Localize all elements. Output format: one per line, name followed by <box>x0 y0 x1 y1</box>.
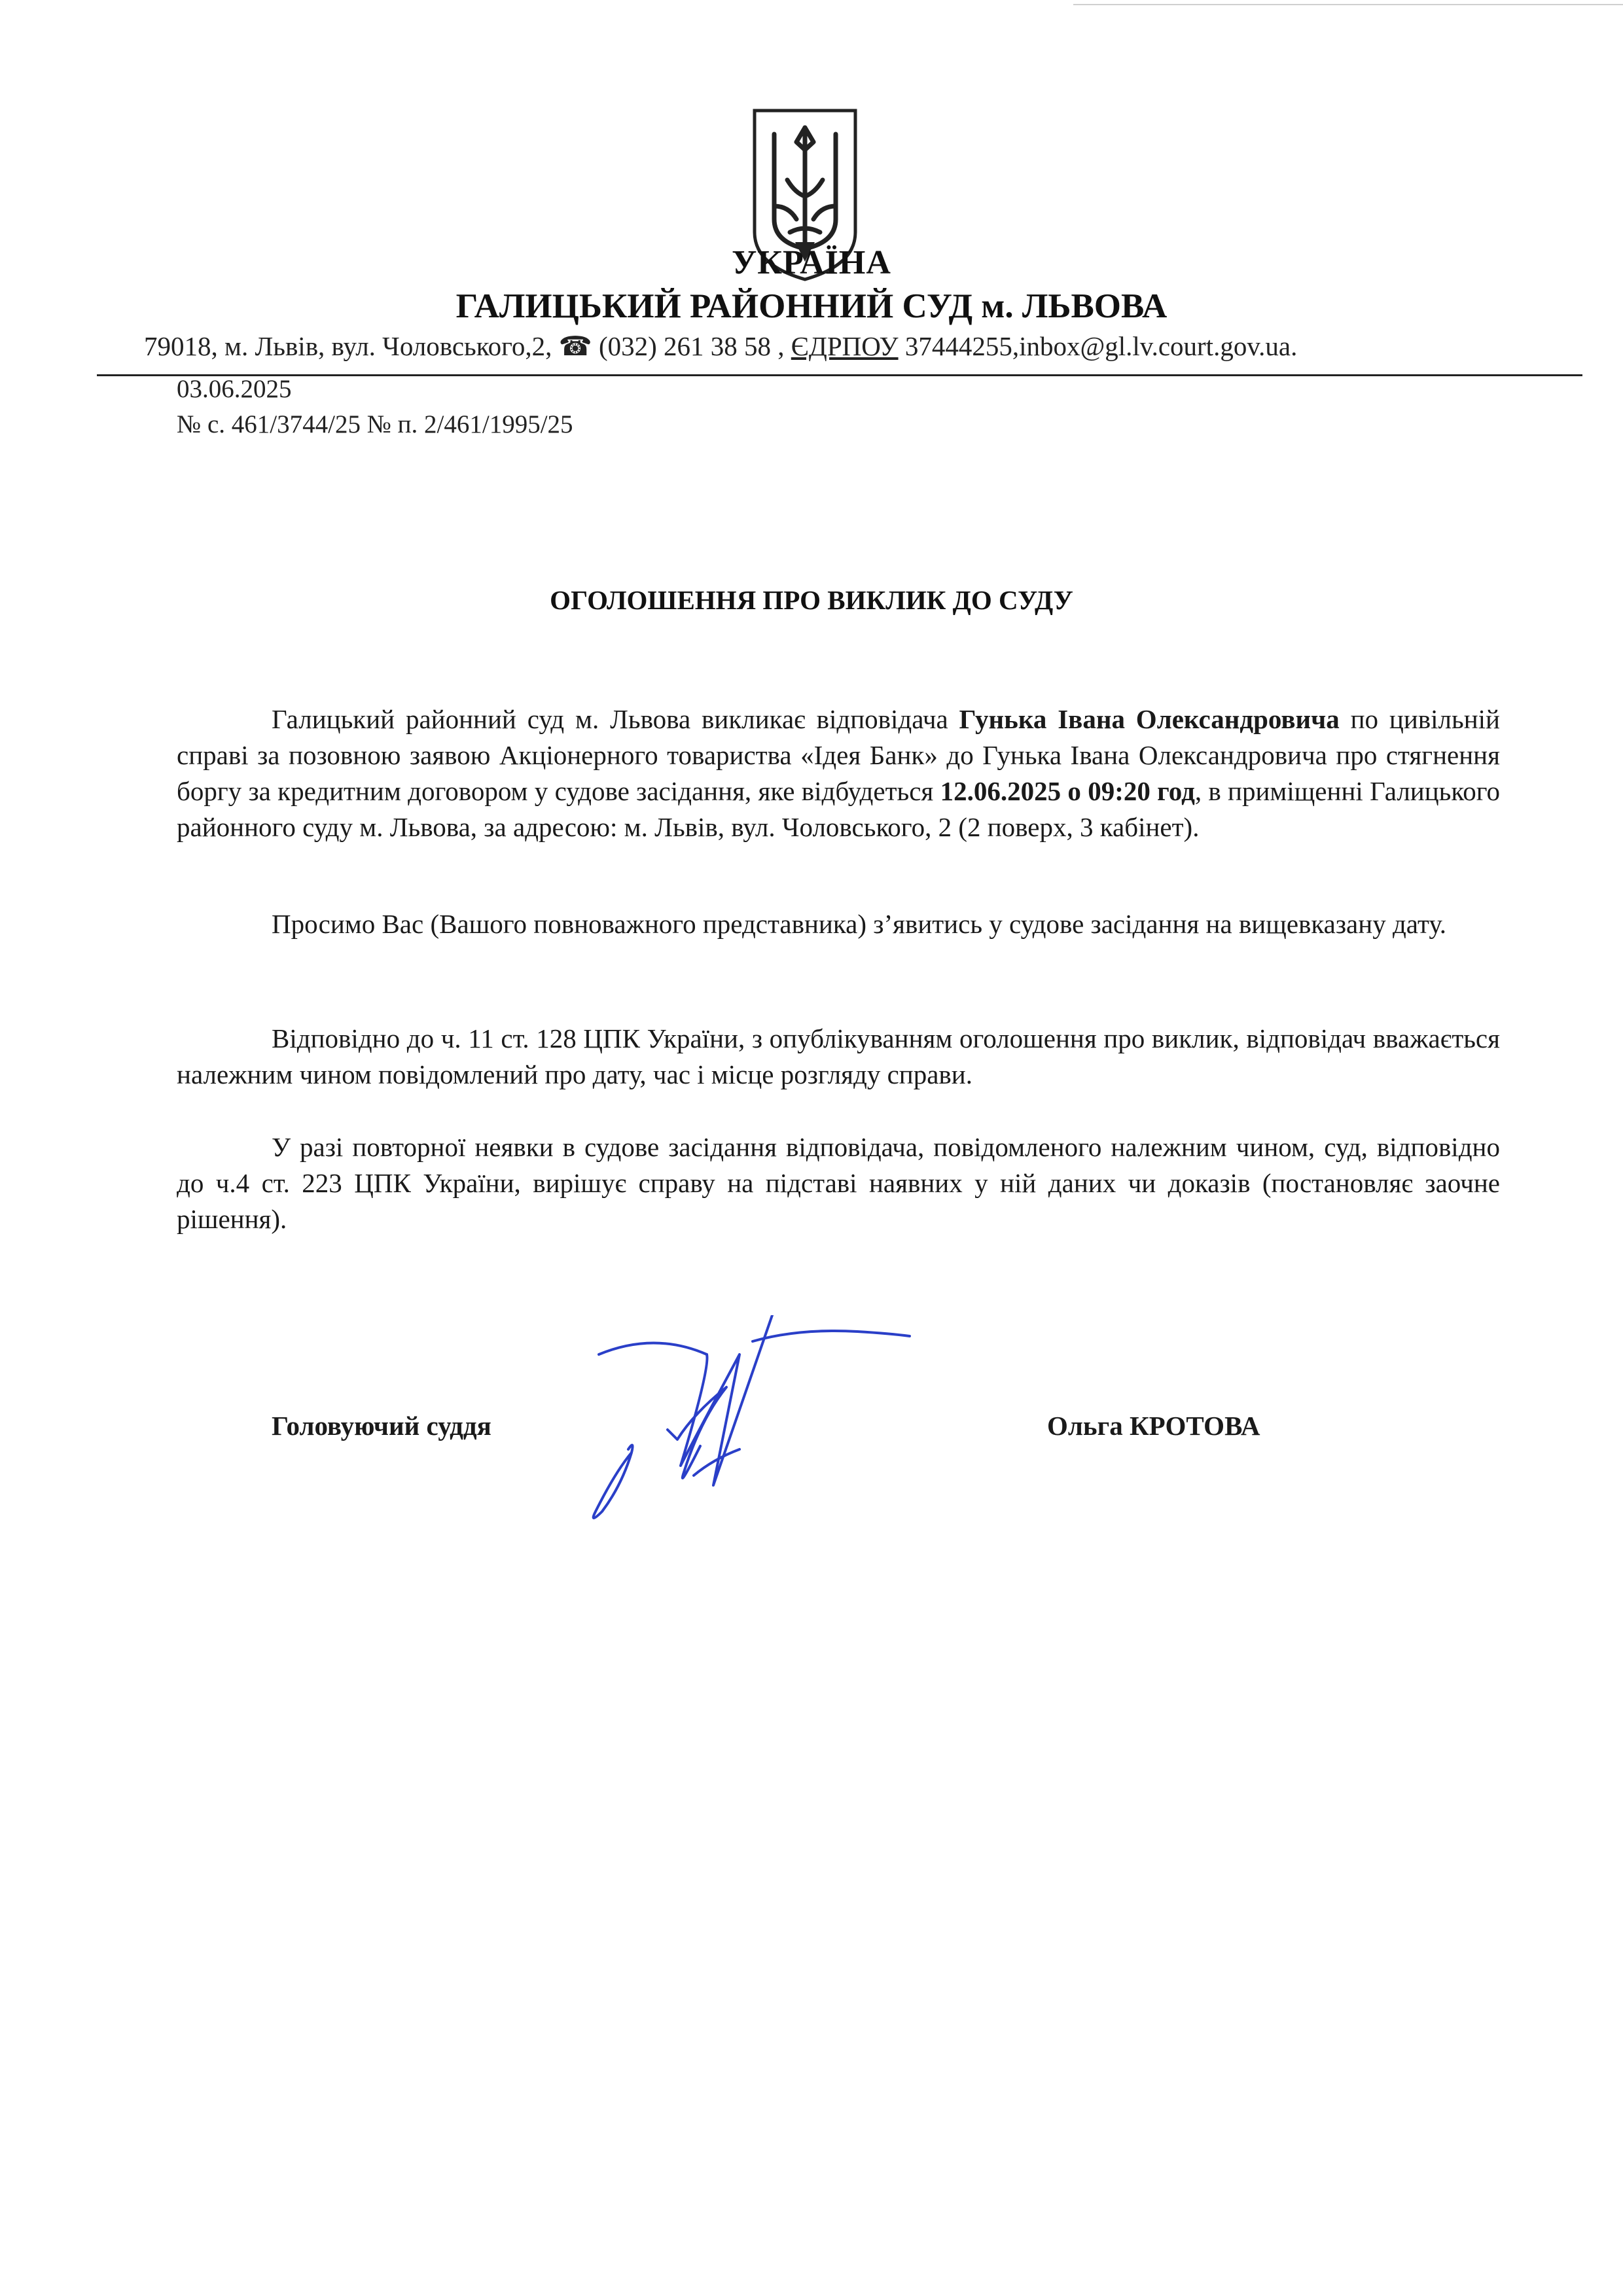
hearing-datetime: 12.06.2025 о 09:20 год <box>940 776 1195 806</box>
paragraph-absence-consequence: У разі повторної неявки в судове засідання відповідача, повідомленого належним чином, суд, відповідно до ч.4 ст. 223 ЦПК України, вирішує справу на підставі наявних у ній даних чи доказів (постановляє заочне рішення). <box>177 1132 1500 1234</box>
court-name-heading: ГАЛИЦЬКИЙ РАЙОННИЙ СУД м. ЛЬВОВА <box>455 287 1168 325</box>
phone-number: (032) 261 38 58 , <box>598 331 785 361</box>
header-divider <box>97 374 1582 376</box>
address-text: 79018, м. Львів, вул. Чоловського,2, <box>144 331 552 361</box>
paragraph-request: Просимо Вас (Вашого повноважного представника) з’явитись у судове засідання на вищевказану дату. <box>272 909 1446 939</box>
signatory-name: Ольга КРОТОВА <box>1047 1411 1260 1441</box>
telephone-icon: ☎ <box>558 331 592 361</box>
paragraph-summons <box>177 701 1500 845</box>
edrpou-email-text: 37444255,inbox@gl.lv.court.gov.ua. <box>898 331 1298 361</box>
paragraph-summons-text-b: по цивільній справі за позовною заявою Акціонерного товариства «Ідея Банк» до Гунька Івана Олександровича про стягнення боргу за кредитним договором у судове засідання, яке відбудеться <box>177 704 1500 806</box>
paragraph-summons-text-c: , в приміщенні Галицького районного суду м. Львова, за адресою: м. Львів, вул. Чоловського, 2 (2 поверх, 3 кабінет). <box>177 776 1500 842</box>
defendant-name: Гунька Івана Олександровича <box>959 704 1340 734</box>
notice-title: ОГОЛОШЕННЯ ПРО ВИКЛИК ДО СУДУ <box>550 585 1073 615</box>
document-date: 03.06.2025 <box>177 375 292 403</box>
case-numbers: № с. 461/3744/25 № п. 2/461/1995/25 <box>177 410 573 438</box>
court-contact-line <box>144 330 1571 362</box>
edrpou-label: ЄДРПОУ <box>791 331 899 361</box>
paragraph-legal-notice: Відповідно до ч. 11 ст. 128 ЦПК України, з опублікуванням оголошення про виклик, відповідач вважається належним чином повідомлений про дату, час і місце розгляду справи. <box>177 1023 1500 1089</box>
country-heading: УКРАЇНА <box>732 244 891 281</box>
scan-edge-line <box>1073 4 1623 5</box>
signatory-role: Головуючий суддя <box>272 1411 491 1441</box>
paragraph-summons-text-a: Галицький районний суд м. Львова викликає відповідача <box>272 704 959 734</box>
handwritten-signature <box>569 1315 936 1525</box>
